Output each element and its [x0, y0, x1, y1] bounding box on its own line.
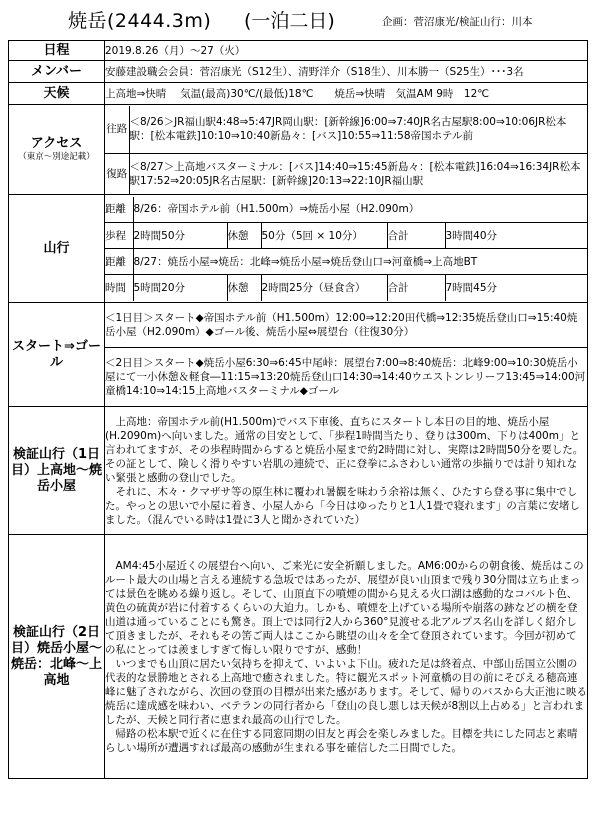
schedule-row	[9, 41, 588, 61]
report-day2-paragraph-3: 帰路の松本駅で近くに在住する同窓同期の旧友と再会を楽しみました。目標を共にした同志と素晴らしい場所が遭遇すれば最高の感動が生まれる事を確信した二日間でした。	[105, 727, 578, 754]
day2-rest-label: 休憩	[227, 275, 261, 301]
report-day1-label: 検証山行（1日目）上高地～焼岳小屋	[9, 407, 105, 535]
access-detail	[105, 105, 588, 195]
access-label: アクセス	[30, 136, 83, 151]
day2-time-label: 時間	[105, 275, 133, 301]
members-value: 安藤建設職会会員：菅沼康光（S12生）、清野洋介（S18生）、川本勝一（S25生）･･･3名	[105, 61, 588, 83]
access-label-cell	[9, 105, 105, 195]
day1-distance-label: 距離	[105, 197, 133, 223]
day1-rest-label: 休憩	[227, 223, 261, 249]
report-day2-paragraph-2: いつまでも山頂に居たい気持ちを抑えて、いよいよ下山。疲れた足は終着点、中部山岳国立公園の代表的な景勝地とされる上高地で癒されました。特に観光スポット河童橋の目の前にそびえる穂高連峰に魅了されながら、次回の登頂の目標が出来た感があります。そして、帰りのバスから大正池に映る焼岳に達成感を味わい、ベテランの同行者から「登山の良し悪しは天候が8割以上占める」と言われましたが、天候と同行者に恵まれ最高の山行でした。	[105, 657, 587, 726]
mountain-row	[9, 195, 588, 303]
weather-row	[9, 83, 588, 105]
report-day2-body	[105, 535, 588, 779]
report-day1-body	[105, 407, 588, 535]
mountain-detail	[105, 195, 588, 303]
page-subtitle: (一泊二日)	[244, 10, 335, 32]
start-goal-detail	[105, 303, 588, 407]
day2-time: 5時間20分	[133, 275, 227, 301]
report-day2-paragraph-1: AM4:45小屋近くの展望台へ向い、ご来光に安全祈願しました。AM6:00からの朝食後、焼岳はこのルート最大の山場と言える連続する急坂ではあったが、展望が良い山頂まで残り30分間は立ち止まっては景色を眺める繰り返し。そして、山頂直下の噴煙の間から見える火口湖は感動的なコバルト色、黄色の硫黄が岩に付着するくらいの大迫力。しかも、噴煙を上げている場所や崩落の跡などの横を登山道は通っていることにも驚き。頂上では同行2人から360°見渡せる北アルプス名山を詳しく紹介して頂きましたが、それもその筈ご両人はここから眺望の山々を全て登頂されています。今回が初めての私にとっては羨ましすぎて悔しい限りですが、感動！	[105, 559, 584, 656]
access-note: （東京～別途記載）	[18, 152, 95, 162]
day1-pace: 2時間50分	[133, 223, 227, 249]
day1-route: 8/26：帝国ホテル前（H1.500m）⇒焼岳小屋（H2.090m）	[133, 197, 587, 223]
day2-route: 8/27：焼岳小屋⇒焼岳：北峰⇒焼岳小屋⇒焼岳登山口⇒河童橋⇒上高地BT	[133, 249, 587, 275]
access-row	[9, 105, 588, 195]
report-day2-row	[9, 535, 588, 779]
weather-label: 天候	[9, 83, 105, 105]
day2-total: 7時間45分	[445, 275, 587, 301]
organizer-note: 企画：菅沼康光/検証山行：川本	[382, 16, 533, 28]
schedule-value: 2019.8.26（月）～27（火）	[105, 41, 588, 61]
day1-total-label: 合計	[387, 223, 445, 249]
day2-rest: 2時間25分（昼食含）	[261, 275, 387, 301]
start-goal-label: スタート⇒ゴール	[9, 303, 105, 407]
day1-pace-label: 歩程	[105, 223, 133, 249]
day2-total-label: 合計	[387, 275, 445, 301]
members-label: メンバー	[9, 61, 105, 83]
mountain-label: 山行	[9, 195, 105, 303]
trip-report-table	[8, 40, 588, 779]
schedule-label: 日程	[9, 41, 105, 61]
report-day1-paragraph-2: それに、木々・クマザサ等の原生林に覆われ暑観を味わう余裕は無く、ひたすら登る事に集中でした。やっとの思いで小屋に着き、小屋人から「今日はゆったりと1人1畳で寝れます」の言葉に安堵しました。（混んでいる時は1畳に3人と聞かされていた）	[105, 485, 580, 526]
start-goal-day1: ＜1日目＞スタート◆帝国ホテル前（H1.500m）12:00⇒12:20田代橋⇒12:35焼岳登山口⇒15:40焼岳小屋（H2.090m）◆ゴール後、焼岳小屋⇔展望台（往復30分）	[105, 304, 587, 348]
header	[0, 0, 598, 38]
start-goal-day2: ＜2日目＞スタート◆焼岳小屋6:30⇒6:45中尾峠：展望台7:00⇒8:40焼岳：北峰9:00⇒10:30焼岳小屋にて一小休憩＆軽食―11:15⇒13:20焼岳登山口14:30⇒14:40ウエストンレリーフ13:45⇒14:00河童橋14:10⇒14:15上高地バスターミナル◆ゴール	[105, 348, 587, 406]
weather-value: 上高地⇒快晴 気温(最高)30℃/(最低)18℃ 焼岳⇒快晴 気温AM 9時 12℃	[105, 83, 588, 105]
page-title: 焼岳(2444.3m)	[68, 10, 212, 32]
return-route: ＜8/27＞上高地バスターミナル：[バス]14:40⇒15:45新島々：[松本電鉄]16:04⇒16:34JR松本駅17:52⇒20:05JR名古屋駅：[新幹線]20:13⇒22:10JR福山駅	[129, 154, 587, 194]
report-day1-paragraph-1: 上高地：帝国ホテル前(H1.500m)でバス下車後、直ちにスタートし本日の目的地、焼岳小屋(H.2090m)へ向いました。通常の目安として、「歩程1時間当たり、登りは300m、下りは400m」と言われてますが、その歩程時間からすると焼岳小屋まで約2時間に対し、実際は2時間50分を要した。その証として、険しく滑りやすい岩肌の連続で、正に登拳にふさわしい通常の歩揃りでは計り知れない緊張と感動の登山でした。	[105, 415, 584, 484]
start-goal-row	[9, 303, 588, 407]
members-row	[9, 61, 588, 83]
day1-rest: 50分（5回 × 10分）	[261, 223, 387, 249]
day2-distance-label: 距離	[105, 249, 133, 275]
outbound-route: ＜8/26＞JR福山駅4:48⇒5:47JR岡山駅：[新幹線]6:00⇒7:40JR名古屋駅8:00⇒10:06JR松本駅：[松本電鉄]10:10⇒10:40新島々：[バス]10:55⇒11:58帝国ホテル前	[129, 106, 587, 154]
return-label: 復路	[105, 154, 129, 194]
outbound-label: 往路	[105, 106, 129, 154]
report-day1-row	[9, 407, 588, 535]
day1-total: 3時間40分	[445, 223, 587, 249]
report-day2-label: 検証山行（2日目）焼岳小屋～焼岳：北峰～上高地	[9, 535, 105, 779]
